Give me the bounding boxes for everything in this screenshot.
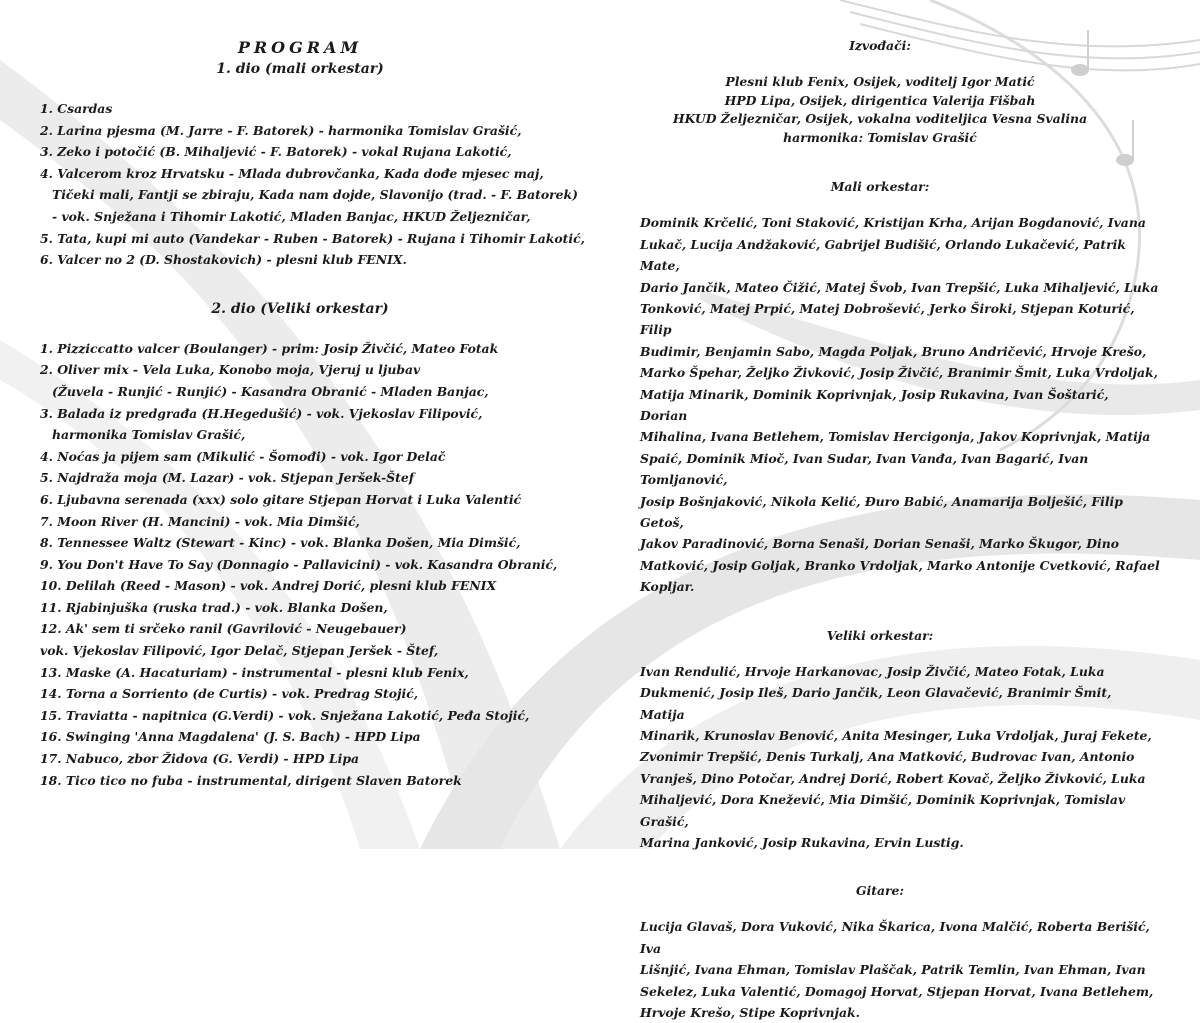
list-item: 10. Delilah (Reed - Mason) - vok. Andrej Dorić, plesni klub FENIX [40, 578, 497, 594]
list-item: 1. Csardas [40, 101, 113, 116]
list-item: (Žuvela - Runjić - Runjić) - Kasandra Obranić - Mladen Banjac, [52, 383, 489, 399]
list-item: 8. Tennessee Waltz (Stewart - Kinc) - vok. Blanka Došen, Mia Dimšić, [40, 535, 521, 551]
list-item: harmonika Tomislav Grašić, [52, 427, 246, 443]
list-item: Tičeki mali, Fantji se zbiraju, Kada nam dojde, Slavonijo (trad. - F. Batorek) [52, 187, 578, 203]
text-line: Budimir, Benjamin Sabo, Magda Poljak, Bruno Andričević, Hrvoje Krešo, [640, 343, 1147, 359]
list-item: 4. Noćas ja pijem sam (Mikulić - Šomođi) - vok. Igor Delač [40, 448, 446, 464]
text-line: Lucija Glavaš, Dora Vuković, Nika Škarica, Ivona Malčić, Roberta Berišić, Iva [640, 919, 1150, 956]
list-item: Plesni klub Fenix, Osijek, voditelj Igor Matić [725, 74, 1035, 89]
text-line: Matija Minarik, Dominik Koprivnjak, Josip Rukavina, Ivan Šoštarić, Dorian [640, 386, 1109, 424]
text-line: Minarik, Krunoslav Benović, Anita Mesinger, Luka Vrdoljak, Juraj Fekete, [640, 727, 1152, 743]
text-line: Mihalina, Ivana Betlehem, Tomislav Hercigonja, Jakov Koprivnjak, Matija [640, 429, 1151, 445]
part2-list [40, 338, 600, 791]
program-title: PROGRAM [237, 38, 363, 57]
list-item: HKUD Željezničar, Osijek, vokalna voditeljica Vesna Svalina [672, 111, 1088, 127]
text-line: Dominik Krčelić, Toni Staković, Kristijan Krha, Arijan Bogdanović, Ivana [640, 215, 1146, 231]
big-orchestra-members [640, 661, 1160, 854]
list-item: 12. Ak' sem ti srčeko ranil (Gavrilović - Neugebauer) [40, 621, 407, 637]
text-line: Marko Špehar, Željko Živković, Josip Živčić, Branimir Šmit, Luka Vrdoljak, [640, 365, 1158, 381]
list-item: 3. Zeko i potočić (B. Mihaljević - F. Batorek) - vokal Rujana Lakotić, [40, 144, 512, 160]
text-line: Matković, Josip Goljak, Branko Vrdoljak, Marko Antonije Cvetković, Rafael [640, 557, 1160, 573]
performers-list [640, 73, 1160, 147]
text-line: Lišnjić, Ivana Ehman, Tomislav Plaščak, Patrik Temlin, Ivan Ehman, Ivan [640, 962, 1146, 978]
big-orchestra-heading: Veliki orkestar: [826, 627, 934, 643]
list-item: 7. Moon River (H. Mancini) - vok. Mia Dimšić, [40, 513, 360, 529]
list-item: HPD Lipa, Osijek, dirigentica Valerija Fišbah [724, 92, 1036, 108]
text-line: Ivan Rendulić, Hrvoje Harkanovac, Josip Živčić, Mateo Fotak, Luka [640, 663, 1105, 679]
list-item: harmonika: Tomislav Grašić [783, 129, 977, 145]
list-item: 16. Swinging 'Anna Magdalena' (J. S. Bach) - HPD Lipa [40, 729, 421, 745]
text-line: Vranješ, Dino Potočar, Andrej Dorić, Robert Kovač, Željko Živković, Luka [640, 770, 1146, 786]
list-item: 2. Oliver mix - Vela Luka, Konobo moja, Vjeruj u ljubav [40, 362, 421, 378]
list-item: 5. Najdraža moja (M. Lazar) - vok. Stjepan Jeršek-Štef [40, 470, 415, 486]
text-line: Hrvoje Krešo, Stipe Koprivnjak. [640, 1004, 860, 1020]
text-line: Spaić, Dominik Mioč, Ivan Sudar, Ivan Vanđa, Ivan Bagarić, Ivan Tomljanović, [640, 450, 1089, 488]
text-line: Jakov Paradinović, Borna Senaši, Dorian Senaši, Marko Škugor, Dino [640, 536, 1119, 552]
guitars-members [640, 916, 1160, 1023]
program-column [40, 38, 600, 791]
list-item: 13. Maske (A. Hacaturiam) - instrumental - plesni klub Fenix, [40, 664, 469, 680]
text-line: Sekelez, Luka Valentić, Domagoj Horvat, Stjepan Horvat, Ivana Betlehem, [640, 983, 1154, 999]
list-item: 1. Pizziccatto valcer (Boulanger) - prim: Josip Živčić, Mateo Fotak [40, 340, 499, 356]
list-item: 11. Rjabinjuška (ruska trad.) - vok. Blanka Došen, [40, 599, 388, 615]
list-item: 3. Balada iz predgrađa (H.Hegedušić) - vok. Vjekoslav Filipović, [40, 405, 483, 421]
list-item: 15. Traviatta - napitnica (G.Verdi) - vok. Snježana Lakotić, Peđa Stojić, [40, 707, 530, 723]
text-line: Lukač, Lucija Andžaković, Gabrijel Budišić, Orlando Lukačević, Patrik Mate, [640, 236, 1126, 274]
list-item: vok. Vjekoslav Filipović, Igor Delač, Stjepan Jeršek - Štef, [40, 643, 439, 659]
text-line: Zvonimir Trepšić, Denis Turkalj, Ana Matković, Budrovac Ivan, Antonio [640, 749, 1135, 765]
list-item: 4. Valcerom kroz Hrvatsku - Mlada dubrovčanka, Kada dođe mjesec maj, [40, 165, 544, 181]
small-orchestra-members [640, 212, 1160, 597]
small-orchestra-heading: Mali orkestar: [830, 179, 930, 195]
list-item: - vok. Snježana i Tihomir Lakotić, Mladen Banjac, HKUD Željezničar, [52, 208, 531, 224]
list-item: 5. Tata, kupi mi auto (Vandekar - Ruben - Batorek) - Rujana i Tihomir Lakotić, [40, 230, 585, 246]
part2-heading: 2. dio (Veliki orkestar) [211, 300, 389, 317]
part1-heading: 1. dio (mali orkestar) [216, 61, 384, 77]
text-line: Tonković, Matej Prpić, Matej Dobrošević, Jerko Široki, Stjepan Koturić, Filip [640, 301, 1135, 338]
list-item: 2. Larina pjesma (M. Jarre - F. Batorek) - harmonika Tomislav Grašić, [40, 122, 522, 138]
text-line: Josip Bošnjaković, Nikola Kelić, Đuro Babić, Anamarija Bolješić, Filip Getoš, [640, 493, 1123, 531]
text-line: Kopljar. [640, 579, 695, 595]
text-line: Marina Janković, Josip Rukavina, Ervin Lustig. [640, 834, 964, 850]
performers-heading: Izvođači: [849, 38, 911, 53]
guitars-heading: Gitare: [855, 883, 905, 899]
list-item: 17. Nabuco, zbor Židova (G. Verdi) - HPD Lipa [40, 751, 360, 767]
performers-column [640, 38, 1160, 1023]
text-line: Mihaljević, Dora Knežević, Mia Dimšić, Dominik Koprivnjak, Tomislav Grašić, [640, 792, 1126, 829]
text-line: Dukmenić, Josip Ileš, Dario Jančik, Leon Glavačević, Branimir Šmit, Matija [640, 685, 1112, 722]
list-item: 18. Tico tico no fuba - instrumental, dirigent Slaven Batorek [40, 772, 462, 788]
list-item: 6. Ljubavna serenada (xxx) solo gitare Stjepan Horvat i Luka Valentić [40, 491, 522, 507]
list-item: 6. Valcer no 2 (D. Shostakovich) - plesni klub FENIX. [40, 252, 407, 268]
text-line: Dario Jančik, Mateo Čižić, Matej Švob, Ivan Trepšić, Luka Mihaljević, Luka [640, 279, 1159, 295]
list-item: 9. You Don't Have To Say (Donnagio - Pallavicini) - vok. Kasandra Obranić, [40, 556, 558, 572]
list-item: 14. Torna a Sorriento (de Curtis) - vok. Predrag Stojić, [40, 686, 419, 702]
part1-list [40, 98, 600, 271]
